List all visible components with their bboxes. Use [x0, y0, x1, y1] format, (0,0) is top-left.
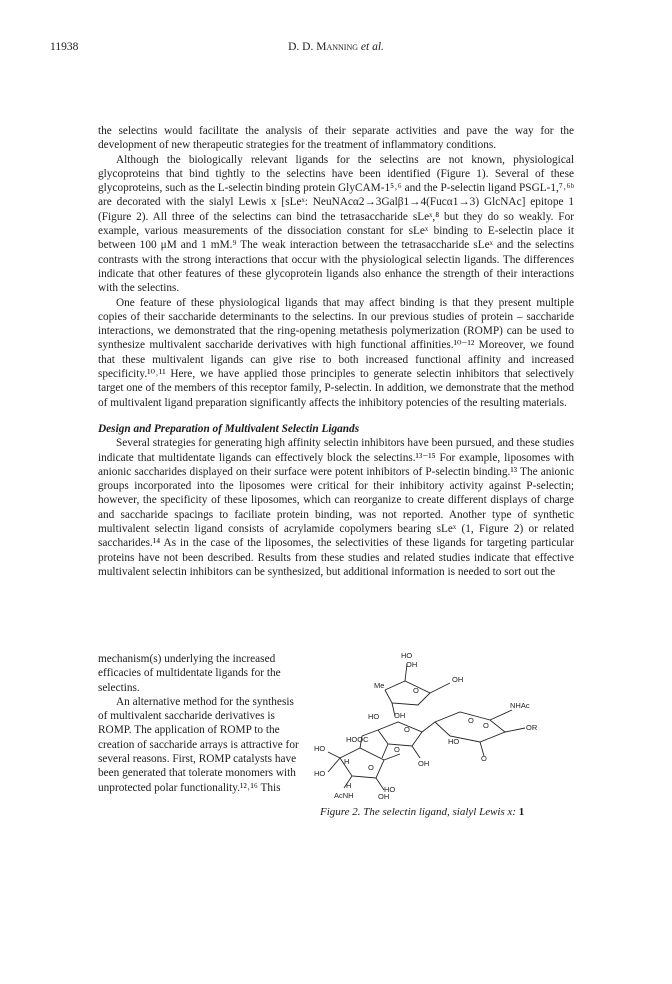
paragraph-5: An alternative method for the synthesis of multivalent saccharide derivatives is ROMP. The application of ROMP to the creation of saccharide arrays is attractive for several reasons. First, ROMP catalysts have been generated that tolerate monomers with unprotected polar functionality.¹²˒¹⁶ This [98, 695, 299, 794]
bond [490, 710, 512, 720]
label-me: Me [374, 681, 385, 690]
paragraph-2: Although the biologically relevant ligands for the selectins are not known, physiological glycoproteins that bind tightly to the selectins have been identified (Figure 1). Several of these glycoproteins, such as the L-selectin binding protein GlyCAM-1⁵˒⁶ and the P-selectin ligand PSGL-1,⁷˒⁶ᵇ are decorated with the sialyl Lewis x [sLeˣ: NeuNAcα2→3Galβ1→4(Fucα1→3) GlcNAc] epitope 1 (Figure 2). All three of the selectins can bind the tetrasaccharide sLeˣ,⁸ but they do so weakly. For example, various measurements of the dissociation constant for sLeˣ binding to E-selectin place it between 100 μM and 1 mM.⁹ The weak interaction between the tetrasaccharide sLeˣ and the selectins contrasts with the strong interactions that occur with the physiological selectin ligands. The differences indicate that other features of these glycoprotein ligands also enhance the strength of their interactions with the selectins. [98, 153, 574, 295]
caption-number: 1 [518, 806, 525, 818]
bond [430, 683, 450, 693]
caption-prefix: Figure 2. [320, 806, 361, 818]
section-gap [98, 410, 574, 422]
bond [382, 744, 388, 758]
label-oh-top: OH [406, 660, 418, 669]
sialyl-lewis-x-structure [300, 648, 590, 818]
label-ho-gal: HO [368, 712, 380, 721]
author-suffix: et al. [358, 41, 384, 53]
label-o-fuc: O [413, 686, 419, 695]
label-o-glc: O [483, 721, 489, 730]
bond [422, 722, 435, 732]
galactose-ring [378, 722, 422, 746]
label-ho-sia2: HO [314, 769, 326, 778]
label-o-sia2: O [368, 763, 374, 772]
left-column [98, 652, 304, 795]
paragraph-4: Several strategies for generating high affinity selectin inhibitors have been pursued, and these studies indicate that multidentate ligands can effectively block the selectins.¹³⁻¹⁵ For example, liposomes with anionic saccharides displayed on their surface were potent inhibitors of P-selectin binding.¹³ The anionic groups incorporated into the liposomes were critical for their inhibitory activity against P-selectin; however, the specificity of these liposomes, which can reorganize to create different displays of charge and saccharide spacings to faciliate protein binding, was not reported. Another type of synthetic multivalent selectin ligand consists of acrylamide copolymers bearing sLeˣ (1, Figure 2) or related saccharides.¹⁴ As in the case of the liposomes, the selectivities of these ligands for targeting particular proteins have not been described. Results from these studies and related studies indicate that effective multivalent selectin inhibitors can be synthesized, but additional information is needed to sort out the [98, 437, 574, 578]
section-title: Design and Preparation of Multivalent Selectin Ligands [98, 422, 360, 435]
paragraph-1: the selectins would facilitate the analysis of their separate activities and pave the way for the development of new therapeutic strategies for the treatment of inflammatory conditions. [98, 125, 574, 152]
figure-caption [320, 806, 524, 818]
label-nhac: NHAc [510, 701, 530, 710]
label-o-sia: O [394, 745, 400, 754]
bond [505, 728, 525, 732]
label-ho-top: HO [401, 651, 413, 660]
author-name: Manning [316, 41, 359, 53]
running-head [0, 41, 672, 53]
paragraph-4-tail: mechanism(s) underlying the increased efficacies of multidentate ligands for the selectins. [98, 653, 281, 694]
label-h: H [344, 757, 350, 766]
bond [384, 754, 400, 760]
label-acnh: AcNH [334, 791, 354, 800]
label-o-link: O [468, 716, 474, 725]
bond [328, 752, 340, 758]
label-hooc: HOOC [346, 735, 369, 744]
label-oh-gal2: OH [418, 759, 430, 768]
label-ho-sia3: HO [384, 785, 396, 794]
label-o-glc2: O [481, 754, 487, 763]
label-oh-sia: OH [378, 792, 390, 801]
page-number: 11938 [50, 41, 79, 53]
fucose-ring [385, 681, 430, 705]
bond [412, 746, 420, 758]
label-oh-fuc: OH [452, 675, 464, 684]
label-or: OR [526, 723, 538, 732]
caption-text: The selectin ligand, sialyl Lewis x: [360, 806, 519, 818]
author-prefix: D. D. [288, 41, 317, 53]
bond [376, 778, 384, 790]
label-o-gal: O [404, 725, 410, 734]
label-ho-glc: HO [448, 737, 460, 746]
label-oh-gal: OH [394, 711, 406, 720]
bond [328, 758, 340, 772]
paragraph-3: One feature of these physiological ligands that may affect binding is that they present multiple copies of their saccharide determinants to the selectins. In our previous studies of protein – saccharide interactions, we demonstrated that the ring-opening metathesis polymerization (ROMP) can be used to synthesize multivalent saccharide derivatives with high functional affinities.¹⁰⁻¹² Moreover, we found that these multivalent ligands can give rise to both increased functional affinity and increased specificity.¹⁰˒¹¹ Here, we have applied those principles to generate selectin inhibitors that selectively target one of the members of this receptor family, P-selectin. In addition, we demonstrate that the method of multivalent ligand preparation significantly affects the inhibitory potencies of the resulting materials. [98, 296, 574, 409]
body-text [98, 124, 574, 579]
label-ho-sia: HO [314, 744, 326, 753]
label-h-sia: H [346, 781, 352, 790]
